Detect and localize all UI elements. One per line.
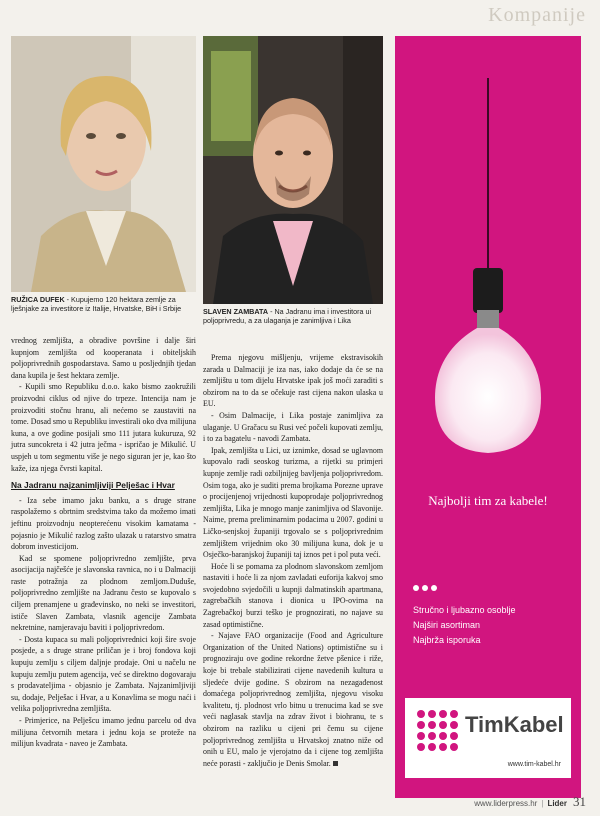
paragraph: - Primjerice, na Pelješcu imamo jednu parcelu od dva milijuna četvornih metara i jednu koja se proteže na milijun kvadrata - naveo je Zambata.	[11, 716, 196, 749]
light-bulb-icon	[405, 78, 571, 488]
footer-url[interactable]: www.liderpress.hr	[474, 799, 538, 808]
paragraph: Prema njegovu mišljenju, vrijeme ekstravisokih zarada u Dalmaciji je iza nas, iako dodaje da će se na zemljištu u tom dijelu Hrvatske ipak još moći zaraditi s obzirom na to da se očekuje rast cijena nakon ulaska u EU.	[203, 353, 383, 409]
dots-decoration	[413, 578, 440, 596]
paragraph: - Dosta kupaca su mali poljoprivrednici koji šire svoje posjede, a s druge strane priličan je i broj fondova koji kupuju zemlju s ciljem daljnje prodaje. Oni u načelu ne kupuju zemlju putem agencija, već se direktno dogovaraju s prodavateljima - objasnio je Zambata. Najzanimljiviji su, dodaje, Pelješac i Hvar, a u Konavlima se mogu naći i velika poljoprivredna zemljišta.	[11, 634, 196, 714]
end-mark-icon	[333, 761, 338, 766]
timkabel-logo-icon	[415, 708, 459, 752]
ad-url-link[interactable]: www.tim-kabel.hr	[507, 761, 561, 768]
ad-slogan: Najbolji tim za kabele!	[428, 493, 548, 508]
paragraph: Kad se spomene poljoprivredno zemljište, prva asocijacija najčešće je slavonska ravnica, no i u Dalmaciji raste potražnja za plodnom zemljom.Duduše, poljoprivredno zemljište na Jadranu često se kupovalo s ciljem prenamjene u građevinsko, no neki se investitori, ističe Slaven Zambata, vlasnik agencije Zambata nekretnine, namjeravaju baviti i poljoprivredom.	[11, 553, 196, 633]
footer-brand: Lider	[547, 799, 567, 808]
paragraph: - Iza sebe imamo jaku banku, a s druge strane raspolažemo s obrtnim sredstvima tako da možemo imati jeftinu proizvodnju neopterećenu visokim kamatama - pojasnio je Mikulić razlog zašto ulazak u ratarstvo smatra dobrom investicijom.	[11, 495, 196, 552]
subheading: Na Jadranu najzanimljiviji Pelješac i Hvar	[11, 480, 175, 491]
photo-ruzica-dufek	[11, 36, 196, 292]
paragraph: Hoće li se pomama za plodnom slavonskom zemljom nastaviti i hoće li za njom zavladati euforija kakvoj smo svojedobno svjedočili u kupnji dalmatinskih apartmana, zagrebačkih stanova i dionica u IPO-ovima na Zagrebačkoj burzi teško je prognozirati, no najave su zasad optimistične.	[203, 561, 383, 629]
paragraph: Ipak, zemljišta u Lici, uz iznimke, dosad se uglavnom kupovalo radi seoskog turizma, a rijetki su primjeri kupnje zemlje radi ozbiljnijeg bavljenja poljoprivredom. Osim toga, ako je suditi prema brojkama Porezne uprave o procijenjenoj vrijednosti kupoprodaje poljoprivrednog zemljišta, Lika je mnogo manje zanimljiva od Slavonije. Naime, prema preliminarnim podacima u 2007. godini u Ličko-senjskoj županiji trgovalo se s poljoprivrednim zemljištem vrijednim oko 30 milijuna kuna, dok je u Osječko-baranjskoj županiji taj iznos pet i pol puta veći.	[203, 445, 383, 560]
caption-name: SLAVEN ZAMBATA	[203, 307, 269, 316]
photo-slaven-zambata	[203, 36, 383, 304]
portrait-image	[203, 36, 383, 304]
page-number: 31	[573, 794, 586, 809]
article-column-2	[203, 352, 383, 769]
ad-content	[405, 78, 571, 778]
advertisement-timkabel[interactable]	[395, 36, 581, 798]
portrait-image	[11, 36, 196, 292]
ad-logo-box[interactable]	[405, 698, 571, 778]
section-header: Kompanije	[488, 4, 586, 26]
caption-text: - Na Jadranu ima i investitora ui poljoprivredu, a za ulaganja je zanimljiva i Lika	[203, 307, 372, 325]
ad-feature: Najširi asortiman	[413, 620, 481, 630]
ad-brand-name: TimKabel	[465, 712, 564, 737]
paragraph: - Kupili smo Republiku d.o.o. kako bismo zaokružili proizvodni ciklus od njive do trpeze. Intencija nam je proizvoditi stočnu hranu, ali nećemo se zaustaviti na tome. Dosad smo u Republiku investirali oko dva milijuna kuna, a ove godine posijali smo 111 jutara kukuruza, 92 jutra suncokreta i 42 jutra ječma - ispričao je Mikulić. U uspjeh u tom segmentu više je nego siguran jer je, kao što kaže, iza njega čvrsti kapital.	[11, 382, 196, 473]
caption-name: RUŽICA DUFEK	[11, 295, 65, 304]
caption-text: - Kupujemo 120 hektara zemlje za lješnjake za investitore iz Italije, Hrvatske, BiH i Srbije	[11, 295, 182, 313]
ad-feature: Stručno i ljubazno osoblje	[413, 605, 516, 615]
footer-separator: |	[541, 799, 544, 808]
page-footer	[474, 794, 586, 810]
paragraph: vrednog zemljišta, a obradive površine i dalje širi kupnjom zemljišta od kooperanata i obiteljskih poljoprivrednih gospodarstava. Samo u posljednjih tjedan dana kupila je šest hektara zemlje.	[11, 336, 196, 380]
ad-features-list	[413, 603, 516, 648]
ad-feature: Najbrža isporuka	[413, 635, 481, 645]
photo-caption-2	[203, 307, 383, 325]
photo-caption-1	[11, 295, 196, 313]
article-column-1	[11, 335, 196, 750]
paragraph: - Osim Dalmacije, i Lika postaje zanimljiva za ulaganje. U Gračacu su Rusi već počeli kupovati zemlju, i to za bagatelu - navodi Zambata.	[203, 410, 383, 444]
paragraph-text: - Najave FAO organizacije (Food and Agriculture Organization of the United Nations) optimistične su i prognoziraju ove godine rekordne žetve pšenice i riže, koje bi trebale stabilizirati cijene navedenih kultura u sljedeće dvije godine. S obzirom na nezagađenost domaćega poljoprivrednog zemljišta, njegovu visoku kvalitetu, tj. plodnost vrlo bitnu u trenucima kad se sve veći naglasak stavlja na zdrav život i biohranu, te s obzirom na razliku u cijeni pri čemu su cijene poljoprivrednog zemljišta u Hrvatskoj znatno niže od onih u EU, malo je vjerojatno da i cijene tog zemljišta neće porasti - zaključio je Denis Smolar.	[203, 631, 383, 768]
paragraph	[203, 630, 383, 769]
